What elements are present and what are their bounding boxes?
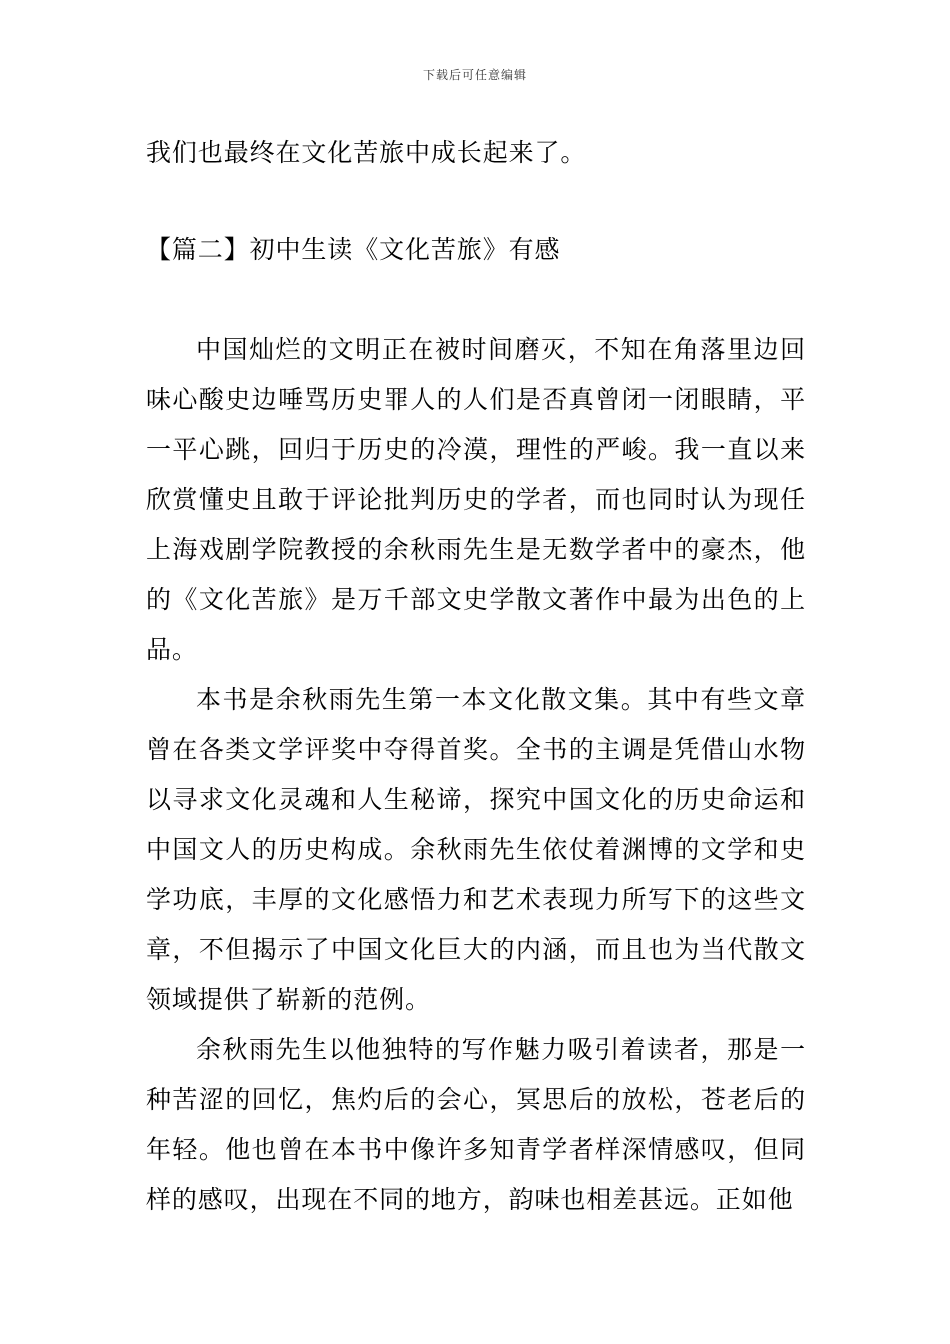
body-paragraph: 中国灿烂的文明正在被时间磨灭，不知在角落里边回味心酸史边唾骂历史罪人的人们是否真曾闭一闭眼睛，平一平心跳，回归于历史的冷漠，理性的严峻。我一直以来欣赏懂史且敢于评论批判历史的学者，而也同时认为现任上海戏剧学院教授的余秋雨先生是无数学者中的豪杰，他的《文化苦旅》是万千部文史学散文著作中最为出色的上品。: [146, 335, 806, 664]
body-paragraph: 本书是余秋雨先生第一本文化散文集。其中有些文章曾在各类文学评奖中夺得首奖。全书的主调是凭借山水物以寻求文化灵魂和人生秘谛，探究中国文化的历史命运和中国文人的历史构成。余秋雨先生依仗着渊博的文学和史学功底，丰厚的文化感悟力和艺术表现力所写下的这些文章，不但揭示了中国文化巨大的内涵，而且也为当代散文领域提供了崭新的范例。: [146, 685, 806, 1014]
body-paragraph: 余秋雨先生以他独特的写作魅力吸引着读者，那是一种苦涩的回忆，焦灼后的会心，冥思后的放松，苍老后的年轻。他也曾在本书中像许多知青学者样深情感叹，但同样的感叹，出现在不同的地方，韵味也相差甚远。正如他: [146, 1035, 806, 1214]
continuation-paragraph: 我们也最终在文化苦旅中成长起来了。: [146, 138, 587, 167]
page-header-note: 下载后可任意编辑: [422, 68, 527, 82]
section-title: 【篇二】初中生读《文化苦旅》有感: [146, 235, 561, 264]
article-body: [146, 325, 806, 1225]
